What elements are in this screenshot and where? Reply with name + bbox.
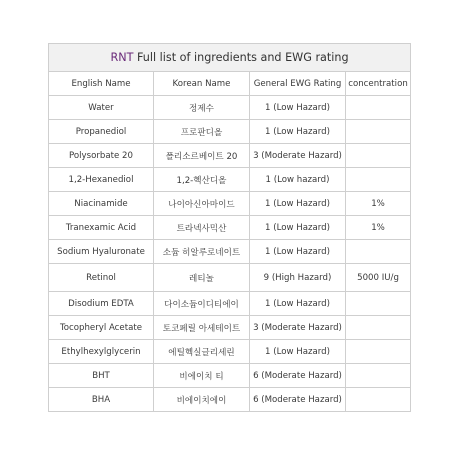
ingredients-table-container — [48, 43, 410, 412]
rating-cell: 1 (Low Hazard) — [250, 192, 346, 216]
korean-name-cell: 1,2-헥산디올 — [154, 168, 250, 192]
rating-cell: 1 (Low Hazard) — [250, 216, 346, 240]
table-row — [49, 340, 411, 364]
table-row — [49, 240, 411, 264]
korean-name-cell: 폴리소르베이트 20 — [154, 144, 250, 168]
english-name-cell: Disodium EDTA — [49, 292, 154, 316]
korean-name-cell: 비에이치 티 — [154, 364, 250, 388]
korean-name-cell: 나이아신아마이드 — [154, 192, 250, 216]
rating-cell: 6 (Moderate Hazard) — [250, 364, 346, 388]
concentration-cell — [346, 168, 411, 192]
table-row — [49, 388, 411, 412]
korean-name-cell: 트라넥사믹산 — [154, 216, 250, 240]
korean-name-cell: 다이소듐이디티에이 — [154, 292, 250, 316]
concentration-cell — [346, 292, 411, 316]
rating-cell: 1 (Low Hazard) — [250, 340, 346, 364]
english-name-cell: Propanediol — [49, 120, 154, 144]
header-english-name: English Name — [49, 72, 154, 96]
concentration-cell — [346, 240, 411, 264]
ingredients-table — [48, 43, 411, 412]
english-name-cell: Polysorbate 20 — [49, 144, 154, 168]
concentration-cell — [346, 96, 411, 120]
korean-name-cell: 에틸헥실글리세린 — [154, 340, 250, 364]
table-row — [49, 144, 411, 168]
english-name-cell: Retinol — [49, 264, 154, 292]
korean-name-cell: 토코페릴 아세테이트 — [154, 316, 250, 340]
rating-cell: 1 (Low hazard) — [250, 168, 346, 192]
concentration-cell: 1% — [346, 192, 411, 216]
header-row — [49, 72, 411, 96]
concentration-cell: 1% — [346, 216, 411, 240]
english-name-cell: Tranexamic Acid — [49, 216, 154, 240]
concentration-cell — [346, 340, 411, 364]
brand-name: RNT — [110, 51, 134, 64]
rating-cell: 3 (Moderate Hazard) — [250, 316, 346, 340]
title-text: Full list of ingredients and EWG rating — [136, 51, 349, 64]
table-row — [49, 168, 411, 192]
table-title — [49, 44, 411, 72]
table-row — [49, 316, 411, 340]
concentration-cell — [346, 316, 411, 340]
table-row — [49, 364, 411, 388]
rating-cell: 1 (Low Hazard) — [250, 240, 346, 264]
rating-cell: 1 (Low Hazard) — [250, 292, 346, 316]
header-concentration: concentration — [346, 72, 411, 96]
english-name-cell: Tocopheryl Acetate — [49, 316, 154, 340]
concentration-cell — [346, 144, 411, 168]
table-row — [49, 120, 411, 144]
concentration-cell — [346, 120, 411, 144]
rating-cell: 1 (Low Hazard) — [250, 120, 346, 144]
title-row — [49, 44, 411, 72]
korean-name-cell: 소듐 히알루로네이트 — [154, 240, 250, 264]
concentration-cell — [346, 364, 411, 388]
concentration-cell — [346, 388, 411, 412]
rating-cell: 3 (Moderate Hazard) — [250, 144, 346, 168]
english-name-cell: Ethylhexylglycerin — [49, 340, 154, 364]
english-name-cell: BHA — [49, 388, 154, 412]
english-name-cell: Sodium Hyaluronate — [49, 240, 154, 264]
table-row — [49, 96, 411, 120]
concentration-cell: 5000 IU/g — [346, 264, 411, 292]
header-ewg-rating: General EWG Rating — [250, 72, 346, 96]
header-korean-name: Korean Name — [154, 72, 250, 96]
table-row — [49, 292, 411, 316]
english-name-cell: 1,2-Hexanediol — [49, 168, 154, 192]
korean-name-cell: 비에이치에이 — [154, 388, 250, 412]
korean-name-cell: 레티놀 — [154, 264, 250, 292]
korean-name-cell: 프로판디올 — [154, 120, 250, 144]
english-name-cell: Niacinamide — [49, 192, 154, 216]
rating-cell: 9 (High Hazard) — [250, 264, 346, 292]
korean-name-cell: 정제수 — [154, 96, 250, 120]
english-name-cell: BHT — [49, 364, 154, 388]
table-row — [49, 264, 411, 292]
rating-cell: 6 (Moderate Hazard) — [250, 388, 346, 412]
rating-cell: 1 (Low Hazard) — [250, 96, 346, 120]
english-name-cell: Water — [49, 96, 154, 120]
table-row — [49, 216, 411, 240]
table-row — [49, 192, 411, 216]
